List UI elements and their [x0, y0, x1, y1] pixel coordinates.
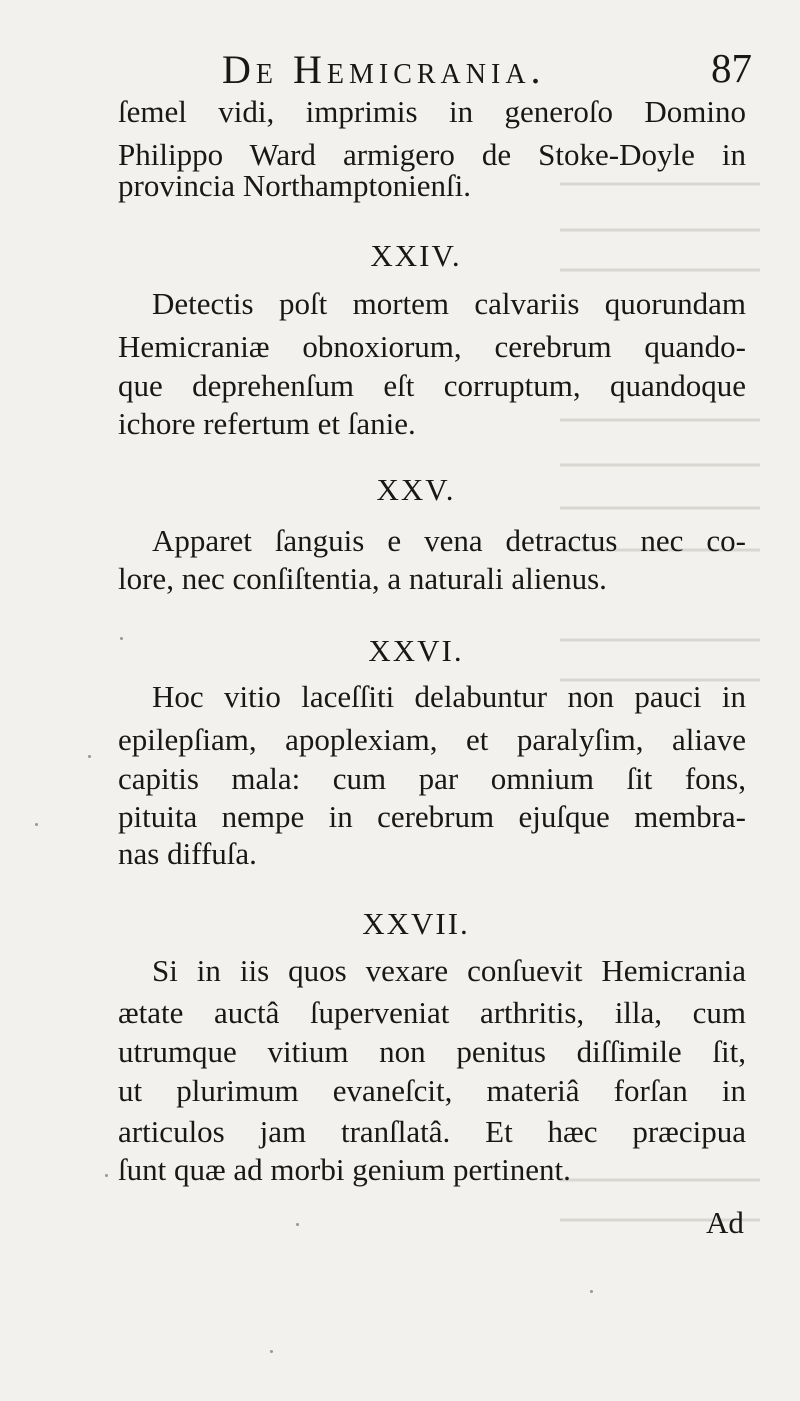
section-heading: XXV. — [376, 472, 456, 507]
text-line: pituita nempe in cerebrum ejuſque membra- — [118, 799, 746, 834]
text-line: Hoc vitio laceſſiti delabuntur non pauci in — [152, 679, 746, 714]
section-heading: XXIV. — [370, 238, 462, 273]
text-line: provincia Northamptonienſi. — [118, 168, 471, 203]
text-line: lore, nec conſiſtentia, a naturali alienus. — [118, 561, 607, 596]
text-line: Apparet ſanguis e vena detractus nec co- — [152, 523, 746, 558]
section-heading: XXVII. — [362, 906, 470, 941]
text-line: Philippo Ward armigero de Stoke-Doyle in — [118, 137, 746, 172]
text-line: Hemicraniæ obnoxiorum, cerebrum quando- — [118, 329, 746, 364]
text-line: Detectis poſt mortem calvariis quorundam — [152, 286, 746, 321]
page-number: 87 — [711, 45, 752, 91]
catchword: Ad — [706, 1205, 744, 1240]
text-line: que deprehenſum eſt corruptum, quandoque — [118, 368, 746, 403]
text-line: Si in iis quos vexare conſuevit Hemicrania — [152, 953, 746, 988]
text-line: capitis mala: cum par omnium ſit fons, — [118, 761, 746, 796]
text-line: ſunt quæ ad morbi genium pertinent. — [118, 1152, 571, 1187]
text-line: utrumque vitium non penitus diſſimile ſit, — [118, 1034, 746, 1069]
text-line: nas diffuſa. — [118, 836, 257, 871]
text-line: ut plurimum evaneſcit, materiâ forſan in — [118, 1073, 746, 1108]
text-line: epilepſiam, apoplexiam, et paralyſim, aliave — [118, 722, 746, 757]
text-line: ætate auctâ ſuperveniat arthritis, illa, cum — [118, 995, 746, 1030]
text-line: articulos jam tranſlatâ. Et hæc præcipua — [118, 1114, 746, 1149]
text-line: ſemel vidi, imprimis in generoſo Domino — [118, 94, 746, 129]
running-header — [222, 40, 752, 92]
section-heading: XXVI. — [368, 633, 464, 668]
text-line: ichore refertum et ſanie. — [118, 406, 416, 441]
running-title: De Hemicrania. — [222, 47, 546, 92]
